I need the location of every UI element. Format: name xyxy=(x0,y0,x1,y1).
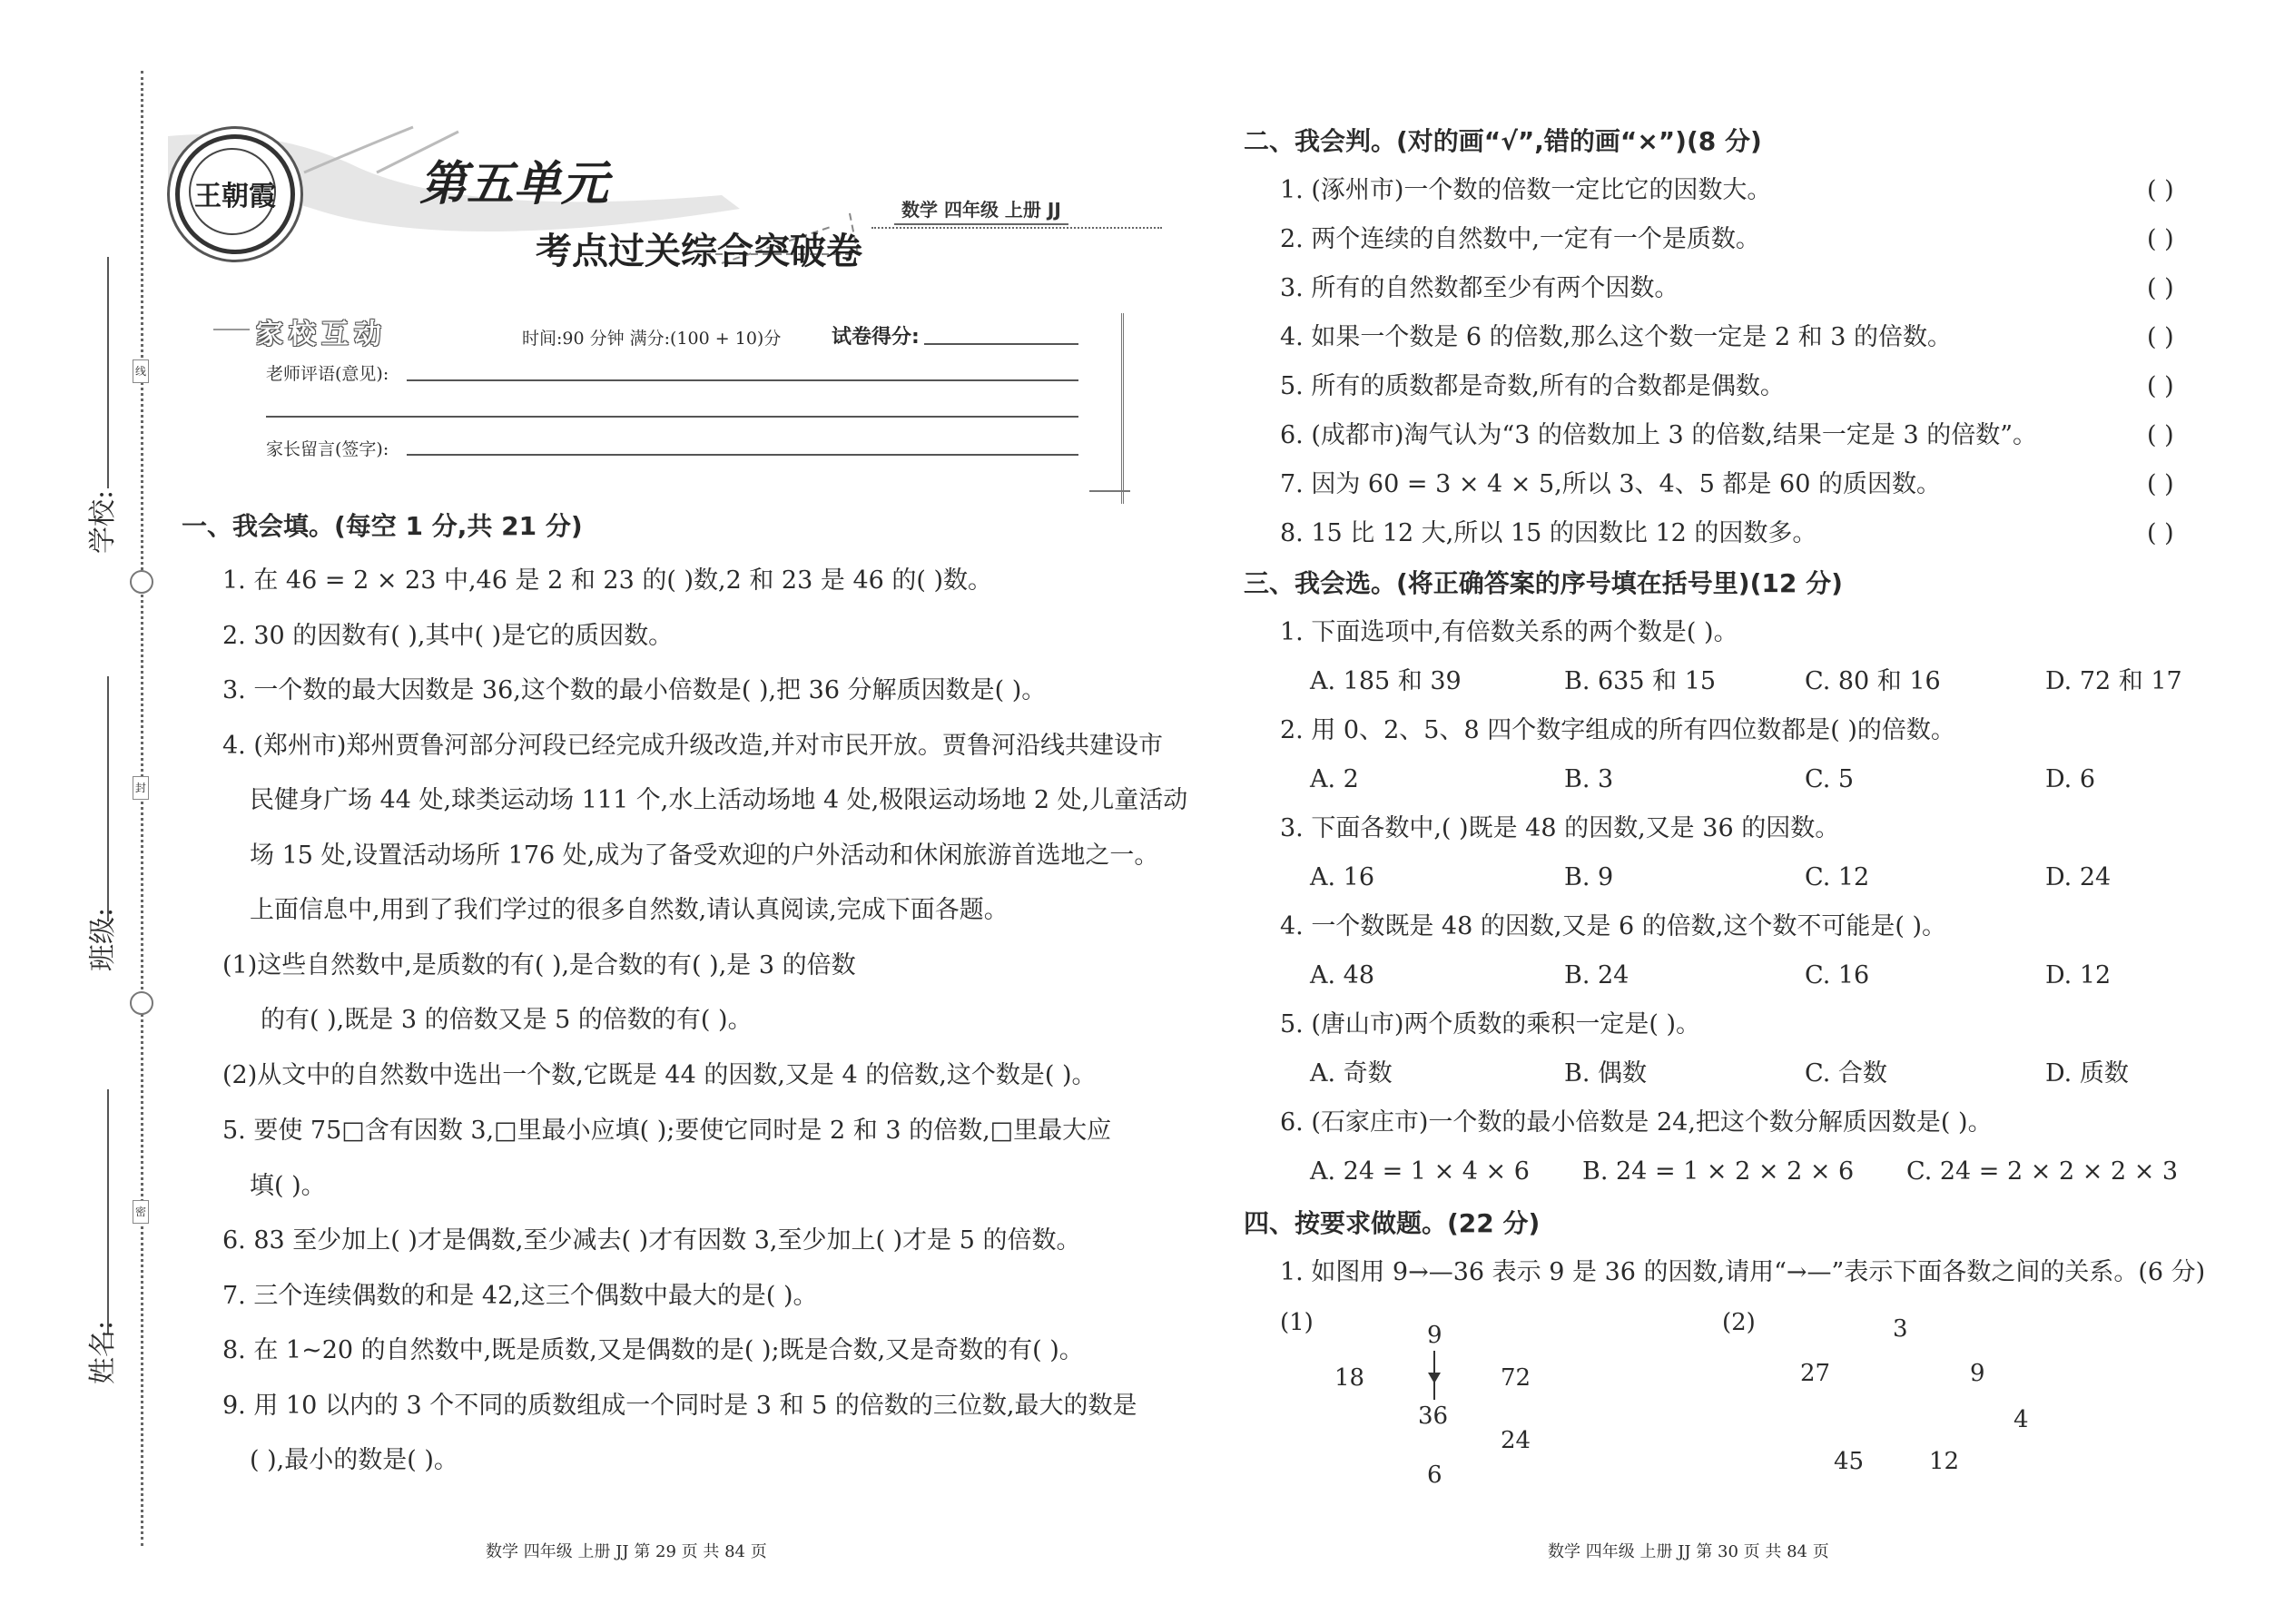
choice-1-option-c: C. 80 和 16 xyxy=(1805,667,1941,695)
choice-5-question: 5. (唐山市)两个质数的乘积一定是( )。 xyxy=(1280,1010,1701,1038)
fig2-number-4: 4 xyxy=(2013,1406,2029,1433)
choice-2-option-c: C. 5 xyxy=(1805,765,1855,793)
subtitle: 考点过关综合突破卷 xyxy=(536,231,862,272)
fig1-label: (1) xyxy=(1280,1309,1314,1336)
choice-4-option-d: D. 12 xyxy=(2045,961,2112,989)
judge-answer-6[interactable]: ( ) xyxy=(2147,421,2174,449)
binding-mark-3: 密 xyxy=(133,1200,149,1224)
judge-7: 7. 因为 60 = 3 × 4 × 5,所以 3、4、5 都是 60 的质因数。 xyxy=(1280,470,1941,498)
q1-4-sub1: (1)这些自然数中,是质数的有( ),是合数的有( ),是 3 的倍数 xyxy=(222,951,856,979)
choice-1-question: 1. 下面选项中,有倍数关系的两个数是( )。 xyxy=(1280,618,1738,646)
binding-dotted-line xyxy=(141,71,143,1546)
choice-3-option-b: B. 9 xyxy=(1564,863,1614,891)
score-field[interactable] xyxy=(924,343,1078,345)
choice-4-option-a: A. 48 xyxy=(1310,961,1375,989)
choice-3-option-d: D. 24 xyxy=(2045,863,2112,891)
choice-5-option-a: A. 奇数 xyxy=(1310,1059,1393,1088)
section-2-title: 二、我会判。(对的画“√”,错的画“×”)(8 分) xyxy=(1244,126,1762,156)
fig2-number-12: 12 xyxy=(1929,1448,1960,1475)
q1-9-cont: ( ),最小的数是( )。 xyxy=(250,1446,458,1474)
fig1-number-6: 6 xyxy=(1427,1462,1442,1489)
choice-1-option-d: D. 72 和 17 xyxy=(2045,667,2182,695)
judge-answer-2[interactable]: ( ) xyxy=(2147,225,2174,253)
fig1-number-24: 24 xyxy=(1501,1427,1531,1454)
teacher-comment-field-1[interactable] xyxy=(407,379,1078,381)
q1-6: 6. 83 至少加上( )才是偶数,至少减去( )才有因数 3,至少加上( )才是 5 的倍数。 xyxy=(222,1226,1081,1255)
tags-underline xyxy=(871,227,1162,229)
judge-6: 6. (成都市)淘气认为“3 的倍数加上 3 的倍数,结果一定是 3 的倍数”。 xyxy=(1280,421,2038,449)
choice-3-option-c: C. 12 xyxy=(1805,863,1870,891)
fig2-label: (2) xyxy=(1722,1309,1756,1336)
judge-2: 2. 两个连续的自然数中,一定有一个是质数。 xyxy=(1280,225,1760,253)
fig1-number-18: 18 xyxy=(1334,1364,1365,1392)
class-label: 班级: xyxy=(87,907,119,971)
binding-circle-1 xyxy=(130,570,153,594)
fig2-number-3: 3 xyxy=(1893,1315,1908,1343)
judge-answer-8[interactable]: ( ) xyxy=(2147,519,2174,547)
q4-1-instructions: 1. 如图用 9→—36 表示 9 是 36 的因数,请用“→—”表示下面各数之间的关系。(6 分) xyxy=(1280,1258,2206,1286)
unit-title: 第五单元 xyxy=(419,157,609,212)
score-label: 试卷得分: xyxy=(832,326,920,349)
q1-2: 2. 30 的因数有( ),其中( )是它的质因数。 xyxy=(222,622,674,650)
fig1-number-72: 72 xyxy=(1501,1364,1531,1392)
binding-circle-2 xyxy=(130,991,153,1015)
judge-8: 8. 15 比 12 大,所以 15 的因数比 12 的因数多。 xyxy=(1280,519,1817,547)
judge-5: 5. 所有的质数都是奇数,所有的合数都是偶数。 xyxy=(1280,372,1785,400)
q1-4-sub2: (2)从文中的自然数中选出一个数,它既是 44 的因数,又是 4 的倍数,这个数是( )。 xyxy=(222,1061,1097,1089)
school-label: 学校: xyxy=(87,489,119,554)
q1-7: 7. 三个连续偶数的和是 42,这三个偶数中最大的是( )。 xyxy=(222,1282,818,1310)
q1-4-line4: 上面信息中,用到了我们学过的很多自然数,请认真阅读,完成下面各题。 xyxy=(250,896,1009,924)
section-4-title: 四、按要求做题。(22 分) xyxy=(1244,1208,1541,1238)
choice-5-option-d: D. 质数 xyxy=(2045,1059,2129,1088)
choice-6-option-a: A. 24 = 1 × 4 × 6 xyxy=(1310,1157,1530,1186)
choice-2-option-d: D. 6 xyxy=(2045,765,2096,793)
choice-6-option-b: B. 24 = 1 × 2 × 2 × 6 xyxy=(1582,1157,1855,1186)
family-school-label: 家校互动 xyxy=(256,319,387,350)
family-label-rule xyxy=(213,329,250,330)
choice-6-option-c: C. 24 = 2 × 2 × 2 × 3 xyxy=(1906,1157,2179,1186)
choice-4-option-b: B. 24 xyxy=(1564,961,1629,989)
frame-rule-bottom xyxy=(1089,490,1130,492)
choice-5-option-c: C. 合数 xyxy=(1805,1059,1887,1088)
choice-1-option-a: A. 185 和 39 xyxy=(1310,667,1462,695)
parent-message-label: 家长留言(签字): xyxy=(266,439,389,459)
judge-answer-1[interactable]: ( ) xyxy=(2147,176,2174,204)
fig2-number-27: 27 xyxy=(1800,1360,1831,1387)
choice-2-option-a: A. 2 xyxy=(1310,765,1359,793)
q1-5: 5. 要使 75□含有因数 3,□里最小应填( );要使它同时是 2 和 3 的倍数,□里最大应 xyxy=(222,1117,1112,1145)
teacher-comment-label: 老师评语(意见): xyxy=(266,364,389,384)
fig1-example-arrowhead xyxy=(1428,1373,1441,1383)
q1-9: 9. 用 10 以内的 3 个不同的质数组成一个同时是 3 和 5 的倍数的三位数,最大的数是 xyxy=(222,1392,1137,1420)
q1-1: 1. 在 46 = 2 × 23 中,46 是 2 和 23 的( )数,2 和 23 是 46 的( )数。 xyxy=(222,566,993,595)
binding-mark-2: 封 xyxy=(133,776,149,800)
parent-message-field[interactable] xyxy=(407,454,1078,456)
choice-3-question: 3. 下面各数中,( )既是 48 的因数,又是 36 的因数。 xyxy=(1280,814,1840,842)
q1-4-line1: 4. (郑州市)郑州贾鲁河部分河段已经完成升级改造,并对市民开放。贾鲁河沿线共建设市 xyxy=(222,732,1163,760)
section-1-title: 一、我会填。(每空 1 分,共 21 分) xyxy=(182,511,583,541)
judge-4: 4. 如果一个数是 6 的倍数,那么这个数一定是 2 和 3 的倍数。 xyxy=(1280,323,1952,351)
q1-8: 8. 在 1~20 的自然数中,既是质数,又是偶数的是( );既是合数,又是奇数的有( )。 xyxy=(222,1336,1084,1364)
choice-2-option-b: B. 3 xyxy=(1564,765,1614,793)
logo-seal xyxy=(175,134,295,254)
choice-1-option-b: B. 635 和 15 xyxy=(1564,667,1717,695)
judge-answer-7[interactable]: ( ) xyxy=(2147,470,2174,498)
school-field-line[interactable] xyxy=(107,257,109,488)
section-3-title: 三、我会选。(将正确答案的序号填在括号里)(12 分) xyxy=(1244,568,1843,598)
judge-answer-4[interactable]: ( ) xyxy=(2147,323,2174,351)
q1-4-line3: 场 15 处,设置活动场所 176 处,成为了备受欢迎的户外活动和休闲旅游首选地之一。 xyxy=(250,842,1159,870)
choice-5-option-b: B. 偶数 xyxy=(1564,1059,1648,1088)
q1-4-sub1-cont: 的有( ),既是 3 的倍数又是 5 的倍数的有( )。 xyxy=(261,1006,753,1034)
name-field-line[interactable] xyxy=(107,1089,109,1334)
left-footer: 数学 四年级 上册 JJ 第 29 页 共 84 页 xyxy=(486,1542,767,1561)
choice-4-option-c: C. 16 xyxy=(1805,961,1870,989)
choice-6-question: 6. (石家庄市)一个数的最小倍数是 24,把这个数分解质因数是( )。 xyxy=(1280,1108,1993,1137)
fig2-number-45: 45 xyxy=(1834,1448,1865,1475)
judge-3: 3. 所有的自然数都至少有两个因数。 xyxy=(1280,274,1679,302)
judge-answer-3[interactable]: ( ) xyxy=(2147,274,2174,302)
name-label: 姓名: xyxy=(87,1320,119,1384)
class-field-line[interactable] xyxy=(107,676,109,921)
fig1-number-9: 9 xyxy=(1427,1322,1442,1349)
exam-info: 时间:90 分钟 满分:(100 + 10)分 xyxy=(522,329,782,349)
binding-mark-1: 线 xyxy=(133,359,149,383)
q1-3: 3. 一个数的最大因数是 36,这个数的最小倍数是( ),把 36 分解质因数是( )。 xyxy=(222,676,1047,704)
q1-5-cont: 填( )。 xyxy=(250,1172,326,1200)
right-footer: 数学 四年级 上册 JJ 第 30 页 共 84 页 xyxy=(1548,1542,1829,1561)
fig1-number-36: 36 xyxy=(1418,1403,1449,1430)
subject-tags: 数学 四年级 上册 JJ xyxy=(894,193,1068,225)
judge-1: 1. (涿州市)一个数的倍数一定比它的因数大。 xyxy=(1280,176,1772,204)
fig2-number-9: 9 xyxy=(1970,1360,1985,1387)
choice-2-question: 2. 用 0、2、5、8 四个数字组成的所有四位数都是( )的倍数。 xyxy=(1280,716,1955,744)
logo-text: 王朝霞 xyxy=(194,181,276,212)
judge-answer-5[interactable]: ( ) xyxy=(2147,372,2174,400)
q1-4-line2: 民健身广场 44 处,球类运动场 111 个,水上活动场地 4 处,极限运动场地 2 处,儿童活动 xyxy=(250,786,1188,814)
choice-4-question: 4. 一个数既是 48 的因数,又是 6 的倍数,这个数不可能是( )。 xyxy=(1280,912,1947,940)
teacher-comment-field-2[interactable] xyxy=(266,416,1078,418)
choice-3-option-a: A. 16 xyxy=(1310,863,1375,891)
